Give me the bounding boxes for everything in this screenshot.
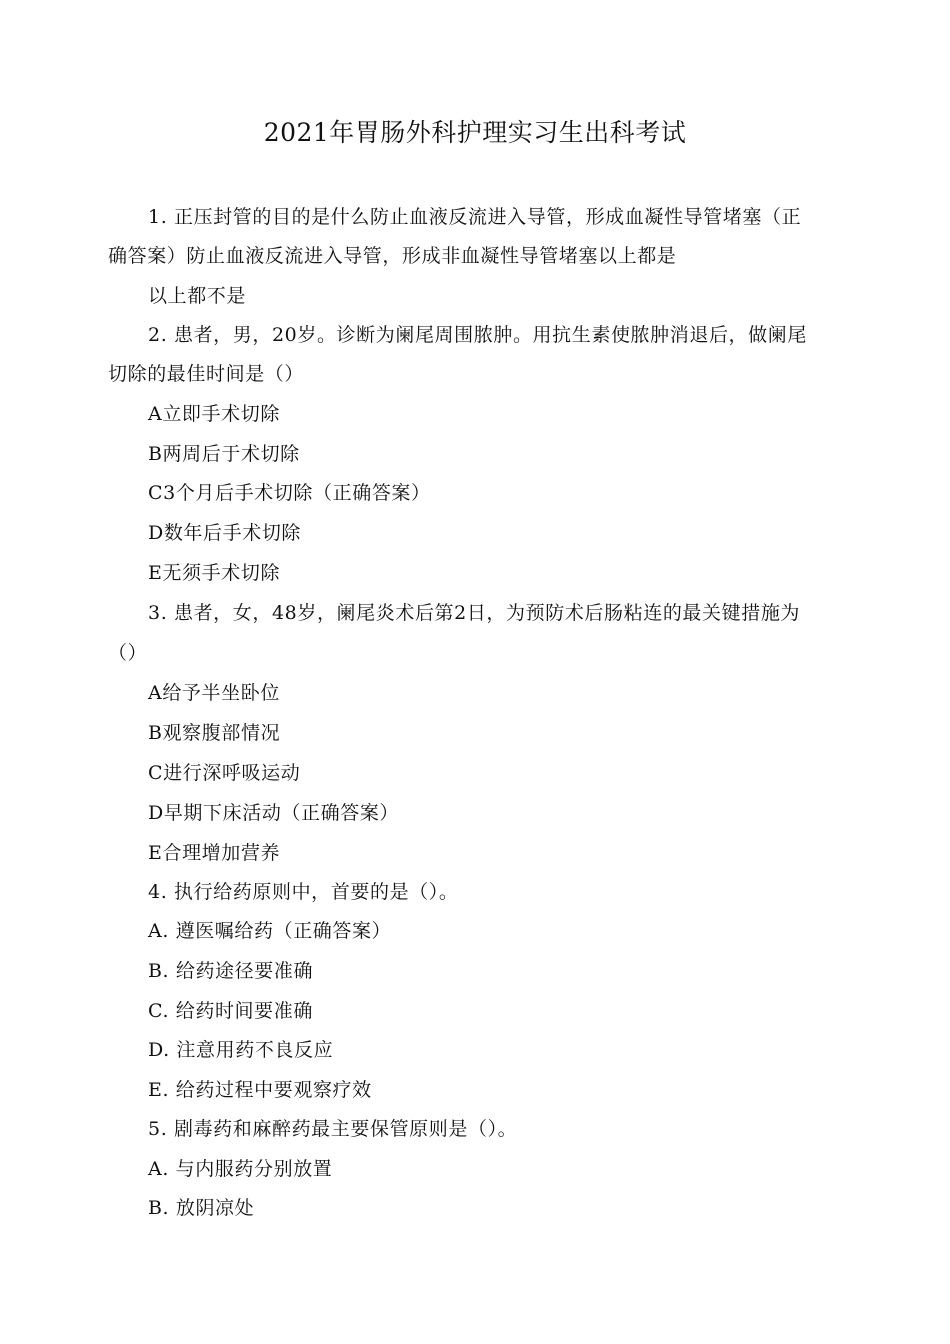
question-4-option-b: B. 给药途径要准确 [148, 960, 314, 982]
question-5-line-1: 5. 剧毒药和麻醉药最主要保管原则是（）。 [148, 1118, 518, 1140]
question-3-option-b: B观察腹部情况 [148, 722, 281, 744]
question-2-option-e: E无须手术切除 [148, 562, 281, 584]
question-3-line-1: 3. 患者，女，48岁，阑尾炎术后第2日，为预防术后肠粘连的最关键措施为 [148, 602, 801, 624]
question-1-line-3: 以上都不是 [148, 285, 247, 307]
question-3-option-a: A给予半坐卧位 [148, 682, 280, 704]
question-3-option-d: D早期下床活动（正确答案） [148, 802, 400, 824]
question-2-option-a: A立即手术切除 [148, 403, 280, 425]
question-3-option-c: C进行深呼吸运动 [148, 762, 301, 784]
question-4-option-c: C. 给药时间要准确 [148, 1000, 313, 1022]
question-2-option-b: B两周后于术切除 [148, 443, 300, 465]
question-4-option-a: A. 遵医嘱给药（正确答案） [148, 920, 392, 942]
question-4-option-e: E. 给药过程中要观察疗效 [148, 1079, 372, 1101]
question-2-option-c: C3个月后手术切除（正确答案） [148, 482, 431, 504]
question-3-option-e: E合理增加营养 [148, 842, 281, 864]
question-2-line-2: 切除的最佳时间是（） [108, 363, 305, 385]
question-4-option-d: D. 注意用药不良反应 [148, 1039, 334, 1061]
question-2-option-d: D数年后手术切除 [148, 522, 302, 544]
question-2-line-1: 2. 患者，男，20岁。诊断为阑尾周围脓肿。用抗生素使脓肿消退后，做阑尾 [148, 324, 807, 346]
document-title: 2021年胃肠外科护理实习生出科考试 [263, 118, 687, 147]
question-5-option-a: A. 与内服药分别放置 [148, 1158, 333, 1180]
question-5-option-b: B. 放阴凉处 [148, 1197, 255, 1219]
question-1-line-1: 1. 正压封管的目的是什么防止血液反流进入导管，形成血凝性导管堵塞（正 [148, 206, 802, 228]
question-1-line-2: 确答案）防止血液反流进入导管，形成非血凝性导管堵塞以上都是 [108, 245, 677, 267]
question-4-line-1: 4. 执行给药原则中，首要的是（）。 [148, 881, 459, 903]
question-3-line-2: （） [108, 642, 148, 664]
